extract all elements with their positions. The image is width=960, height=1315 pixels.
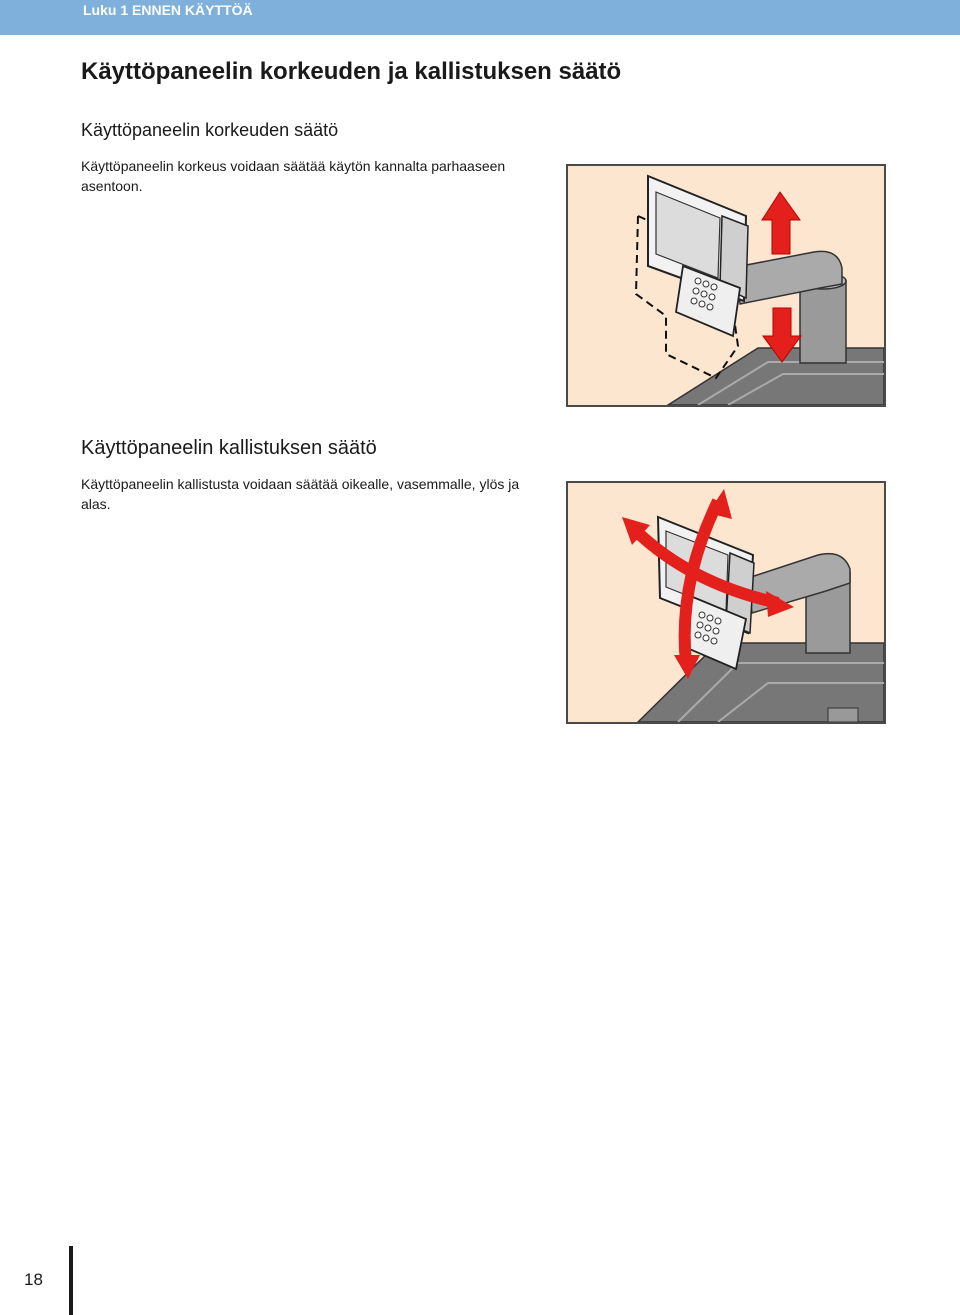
chapter-header-bar (0, 0, 960, 35)
section-tilt-title: Käyttöpaneelin kallistuksen säätö (81, 437, 377, 459)
page-title: Käyttöpaneelin korkeuden ja kallistuksen säätö (81, 58, 622, 85)
section-height-text: Käyttöpaneelin korkeus voidaan säätää käytön kannalta parhaaseen asentoon. (81, 158, 506, 194)
page-number-rule (69, 1246, 73, 1315)
section-height-title: Käyttöpaneelin korkeuden säätö (81, 120, 339, 140)
page-number: 18 (24, 1270, 43, 1289)
chapter-title: Luku 1 ENNEN KÄYTTÖÄ (83, 2, 253, 18)
tilt-adjustment-illustration (566, 481, 886, 724)
section-tilt-text: Käyttöpaneelin kallistusta voidaan säätää oikealle, vasemmalle, ylös ja alas. (81, 476, 520, 512)
height-adjustment-illustration (566, 164, 886, 407)
